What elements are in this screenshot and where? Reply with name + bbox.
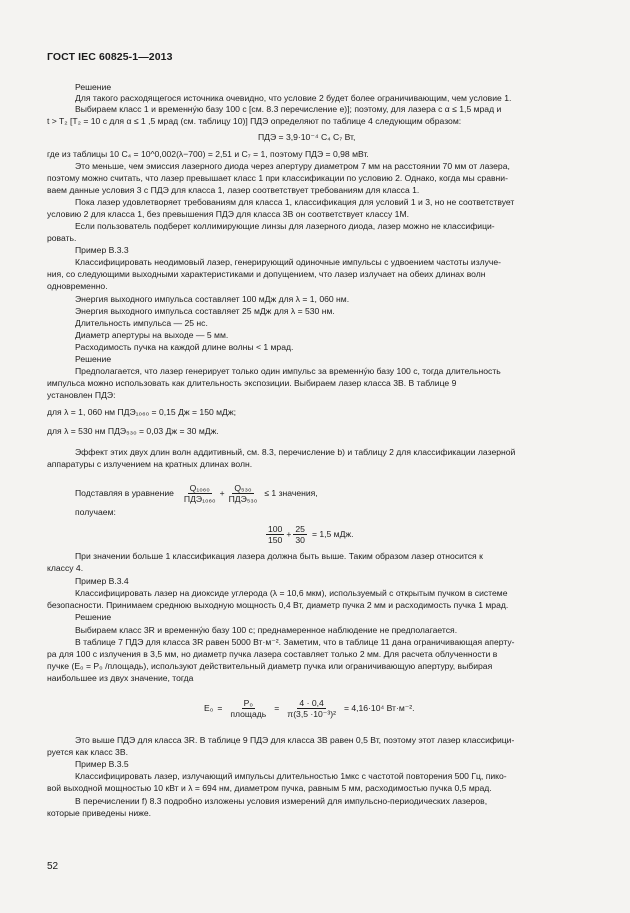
paragraph-line: Расходимость пучка на каждой длине волны < 1 мрад. [75, 342, 294, 352]
fraction-denominator: 30 [295, 535, 305, 545]
paragraph-line: Это меньше, чем эмиссия лазерного диода через апертуру диаметром 7 мм на расстоянии 70 мм от лазера, [75, 161, 510, 171]
fraction [227, 483, 260, 504]
paragraph-line: Для такого расходящегося источника очевидно, что условие 2 будет более ограничивающим, чем условие 1. [75, 93, 512, 103]
paragraph-line: Если пользователь подберет коллимирующие линзы для лазерного диода, лазер можно не классифици- [75, 221, 495, 231]
formula-tail-text: ≤ 1 значения, [264, 488, 318, 498]
paragraph-line: Классифицировать неодимовый лазер, генерирующий одиночные импульсы с удвоением частоты излуче- [75, 257, 501, 267]
heading-example: Пример В.3.3 [75, 245, 129, 255]
heading-solution: Решение [75, 612, 112, 622]
paragraph-line: для λ = 1, 060 нм ПДЭ₁₀₆₀ = 0,15 Дж = 150 мДж; [47, 407, 237, 417]
paragraph-line: получаем: [75, 507, 116, 517]
plus-sign: + [219, 488, 225, 498]
paragraph-line: руется как класс 3В. [47, 747, 128, 757]
paragraph-line: ния, со следующими выходными характеристиками и допущением, что лазер излучает на обеих длинах волн [47, 269, 486, 279]
paragraph-line: В таблице 7 ПДЭ для класса 3R равен 5000 Вт·м⁻². Заметим, что в таблице 11 дана ограничивающая аперту- [75, 637, 515, 647]
paragraph-line: Диаметр апертуры на выходе — 5 мм. [75, 330, 229, 340]
paragraph-line: ра для 100 с излучения в 3,5 мм, но диаметр пучка лазера составляет только 2 мм. Для расчета облученности в [47, 649, 498, 659]
fraction-numerator: 4 · 0,4 [299, 698, 324, 708]
paragraph-line: В перечислении f) 8.3 подробно изложены условия измерений для импульсно-периодических лазеров, [75, 796, 488, 806]
fraction-denominator: π(3,5 ·10⁻³)² [287, 709, 336, 719]
fraction-numerator: 100 [268, 524, 283, 534]
fraction-denominator: ПДЭ₅₃₀ [228, 494, 258, 504]
page-number: 52 [47, 861, 59, 872]
paragraph-line: аппаратуры с излучением на кратных длинах волн. [47, 459, 253, 469]
formula-tail-text: = 4,16·10⁴ Вт·м⁻². [343, 703, 415, 713]
paragraph-line: где из таблицы 10 C₄ = 10^0,002(λ−700) = 2,51 и C₇ = 1, поэтому ПДЭ = 0,98 мВт. [47, 149, 369, 159]
paragraph-line: Энергия выходного импульса составляет 100 мДж для λ = 1, 060 нм. [75, 294, 350, 304]
formula-pde: ПДЭ = 3,9·10⁻⁴ C₄ C₇ Вт, [258, 132, 356, 142]
formula-result [264, 524, 354, 545]
heading-solution: Решение [75, 82, 112, 92]
paragraph-line: наибольшее из двух значение, тогда [47, 673, 194, 683]
paragraph-line: импульса можно использовать как длительность экспозиции. Выбираем лазер класса 3В. В таблице 9 [47, 378, 457, 388]
paragraph-line: Пока лазер удовлетворяет требованиям для класса 1, классификация для условий 1 и 3, но не соответствует [75, 197, 515, 207]
fraction [285, 698, 338, 719]
paragraph-line: t > T₂ [T₂ = 10 с для α ≤ 1 ,5 мрад (см. таблицу 10)] ПДЭ определяют по таблице 4 следующим образом: [47, 116, 462, 126]
paragraph-line: установлен ПДЭ: [47, 390, 116, 400]
fraction-denominator: площадь [230, 709, 267, 719]
fraction [293, 524, 307, 545]
document-header: ГОСТ IEC 60825-1—2013 [47, 51, 173, 63]
paragraph-line: ваем данные условия 3 с ПДЭ для класса 1, лазер соответствует требованиям для класса 1. [47, 185, 420, 195]
fraction-denominator: ПДЭ₁₀₆₀ [183, 494, 216, 504]
fraction [266, 524, 284, 545]
heading-solution: Решение [75, 354, 112, 364]
plus-sign: + [286, 529, 292, 539]
paragraph-line: которые приведены ниже. [47, 808, 152, 818]
heading-example: Пример В.3.5 [75, 759, 129, 769]
paragraph-line: одновременно. [47, 281, 108, 291]
formula-sum-condition [75, 483, 318, 504]
paragraph-line: Выбираем класс 3R и временну́ю базу 100 с; преднамеренное наблюдение не предполагается. [75, 625, 458, 635]
fraction [228, 698, 268, 719]
equals-sign: = [217, 703, 223, 713]
paragraph-line: Это выше ПДЭ для класса 3R. В таблице 9 ПДЭ для класса 3В равен 0,5 Вт, поэтому этот лазер классифици- [75, 735, 515, 745]
heading-example: Пример В.3.4 [75, 576, 129, 586]
paragraph-line: классу 4. [47, 563, 84, 573]
formula-symbol: E₀ [204, 703, 214, 713]
paragraph-line: Предполагается, что лазер генерирует только один импульс за временну́ю базу 100 с, тогда длительность [75, 366, 501, 376]
paragraph-line: ровать. [47, 233, 77, 243]
fraction-denominator: 150 [268, 535, 283, 545]
fraction [182, 483, 218, 504]
fraction-numerator: 25 [295, 524, 305, 534]
paragraph-line: Энергия выходного импульса составляет 25 мДж для λ = 530 нм. [75, 306, 335, 316]
formula-irradiance [204, 698, 415, 719]
paragraph-line: для λ = 530 нм ПДЭ₅₃₀ = 0,03 Дж = 30 мДж. [47, 426, 219, 436]
equals-sign: = [274, 703, 280, 713]
paragraph-line: поэтому можно считать, что лазер превышает класс 1 при классификации по условию 2. Однако, когда мы сравни- [47, 173, 508, 183]
paragraph-line: При значении больше 1 классификация лазера должна быть выше. Таким образом лазер относится к [75, 551, 483, 561]
fraction-numerator: Q₁₀₆₀ [189, 483, 210, 493]
paragraph-line: вой выходной мощностью 10 кВт и λ = 694 нм, диаметром пучка, равным 5 мм, расходимостью пучка 0,5 мрад. [47, 783, 492, 793]
paragraph-line: Классифицировать лазер на диоксиде углерода (λ = 10,6 мкм), используемый с открытым пучком в системе [75, 588, 508, 598]
paragraph-line: пучке (E₀ = P₀ /площадь), используют действительный диаметр пучка или ограничивающую апертуру, выбирая [47, 661, 493, 671]
paragraph-line: условию 2 для класса 1, без превышения ПДЭ для класса 3В он соответствует классу 1М. [47, 209, 409, 219]
formula-lead-text: Подставляя в уравнение [75, 488, 174, 498]
paragraph-line: Классифицировать лазер, излучающий импульсы длительностью 1мкс с частотой повторения 500 Гц, пико- [75, 771, 507, 781]
paragraph-line: безопасности. Принимаем среднюю выходную мощность 0,4 Вт, диаметр пучка 2 мм и расходимость пучка 1 мрад. [47, 600, 509, 610]
paragraph-line: Длительность импульса — 25 нс. [75, 318, 208, 328]
formula-tail-text: = 1,5 мДж. [311, 529, 354, 539]
fraction-numerator: P₀ [243, 698, 253, 708]
paragraph-line: Выбираем класс 1 и временну́ю базу 100 с [см. 8.3 перечисление е)]; поэтому, для лазера с α ≤ 1,5 мрад и [75, 104, 502, 114]
fraction-numerator: Q₅₃₀ [234, 483, 252, 493]
paragraph-line: Эффект этих двух длин волн аддитивный, см. 8.3, перечисление b) и таблицу 2 для классификации лазерной [75, 447, 516, 457]
